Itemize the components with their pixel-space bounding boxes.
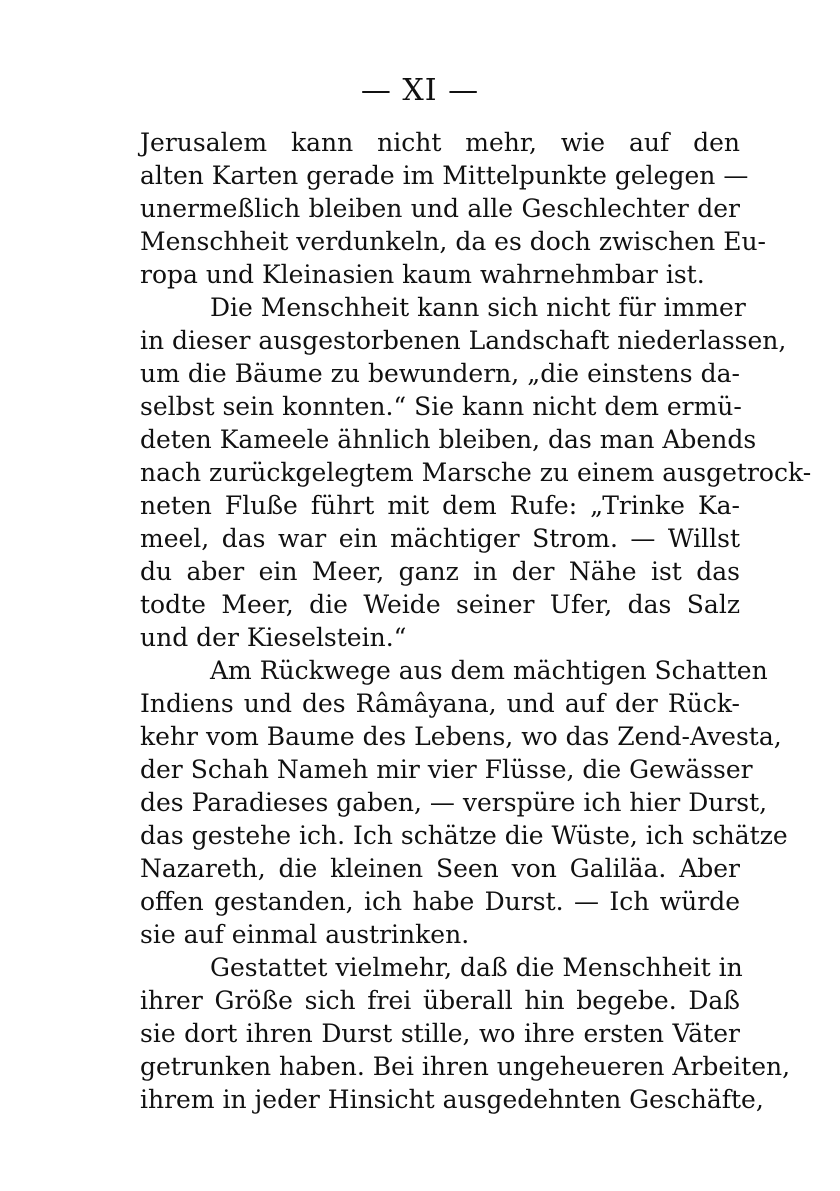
text-line: des Paradieses gaben, — verspüre ich hier Durst, <box>140 788 768 817</box>
text-line: Gestattet vielmehr, daß die Menschheit in <box>210 953 743 982</box>
text-line: nach zurückgelegtem Marsche zu einem ausgetrock- <box>140 458 812 487</box>
body-text <box>140 126 812 1116</box>
text-line: ihrem in jeder Hinsicht ausgedehnten Geschäfte, <box>140 1085 764 1114</box>
text-line: neten Fluße führt mit dem Rufe: „Trinke Ka- <box>140 491 740 520</box>
text-line: Am Rückwege aus dem mächtigen Schatten <box>210 656 768 685</box>
text-line: ropa und Kleinasien kaum wahrnehmbar ist. <box>140 260 705 289</box>
text-line: das gestehe ich. Ich schätze die Wüste, ich schätze <box>140 821 788 850</box>
text-line: sie auf einmal austrinken. <box>140 920 470 949</box>
text-line: Indiens und des Râmâyana, und auf der Rück- <box>140 689 740 718</box>
text-line: getrunken haben. Bei ihren ungeheueren Arbeiten, <box>140 1052 791 1081</box>
text-line: deten Kameele ähnlich bleiben, das man Abends <box>140 425 757 454</box>
text-line: alten Karten gerade im Mittelpunkte gelegen — <box>140 161 749 190</box>
text-line: selbst sein konnten.“ Sie kann nicht dem ermü- <box>140 392 742 421</box>
text-line: Menschheit verdunkeln, da es doch zwischen Eu- <box>140 227 766 256</box>
text-line: ihrer Größe sich frei überall hin begebe. Daß <box>140 986 740 1015</box>
text-line: der Schah Nameh mir vier Flüsse, die Gewässer <box>140 755 753 784</box>
text-line: in dieser ausgestorbenen Landschaft niederlassen, <box>140 326 787 355</box>
text-line: unermeßlich bleiben und alle Geschlechter der <box>140 194 740 223</box>
text-line: Die Menschheit kann sich nicht für immer <box>210 293 746 322</box>
text-line: Jerusalem kann nicht mehr, wie auf den <box>140 128 740 157</box>
text-line: todte Meer, die Weide seiner Ufer, das Salz <box>140 590 740 619</box>
text-line: du aber ein Meer, ganz in der Nähe ist das <box>140 557 740 586</box>
text-line: meel, das war ein mächtiger Strom. — Willst <box>140 524 740 553</box>
page-number: — XI — <box>360 73 480 108</box>
text-line: und der Kieselstein.“ <box>140 623 407 652</box>
text-line: um die Bäume zu bewundern, „die einstens da- <box>140 359 740 388</box>
text-line: kehr vom Baume des Lebens, wo das Zend-Avesta, <box>140 722 782 751</box>
text-line: Nazareth, die kleinen Seen von Galiläa. Aber <box>140 854 740 883</box>
text-line: sie dort ihren Durst stille, wo ihre ersten Väter <box>140 1019 740 1048</box>
text-line: offen gestanden, ich habe Durst. — Ich würde <box>140 887 740 916</box>
